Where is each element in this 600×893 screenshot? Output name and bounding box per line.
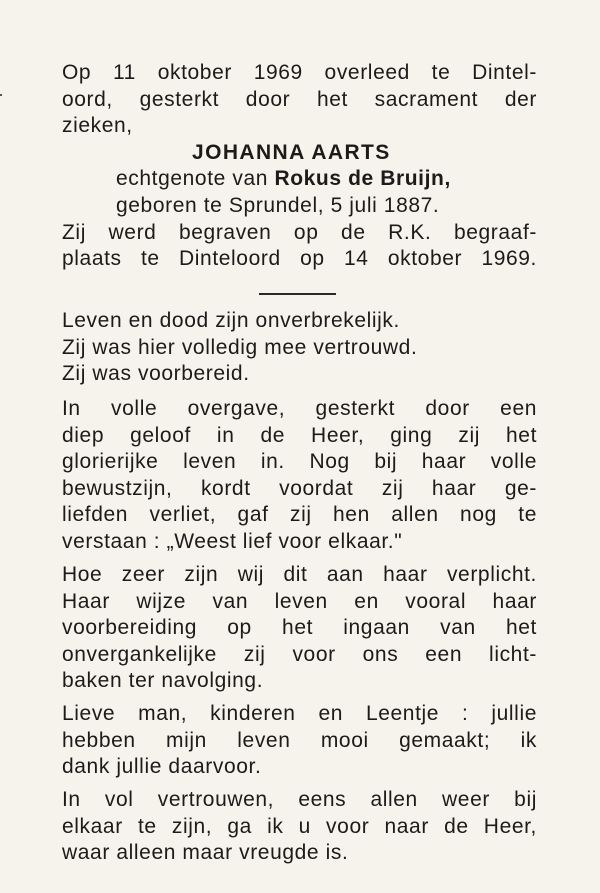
paragraph-line: liefden verliet, gaf zij hen allen nog te (62, 503, 537, 527)
paragraph-line: Haar wijze van leven en vooral haar (62, 589, 537, 613)
birth-line: geboren te Sprundel, 5 juli 1887. (116, 193, 440, 217)
paragraph-5 (62, 787, 537, 867)
burial-line: plaats te Dinteloord op 14 oktober 1969. (62, 247, 537, 271)
paragraph-line: In volle overgave, gesterkt door een (62, 397, 537, 420)
paragraph-line: Zij was voorbereid. (62, 362, 250, 386)
paragraph-line: Leven en dood zijn onverbrekelijk. (62, 309, 400, 332)
paragraph-line: waar alleen maar vreugde is. (62, 841, 349, 865)
paragraph-line: voorbereiding op het ingaan van het (62, 616, 537, 640)
paragraph-line: dank jullie daarvoor. (62, 755, 262, 779)
announcement-line: oord, gesterkt door het sacrament der (62, 87, 537, 111)
paragraph-2 (62, 396, 537, 556)
paragraph-line: verstaan : „Weest lief voor elkaar." (62, 529, 403, 553)
announcement-line: zieken, (62, 114, 133, 138)
spouse-line (62, 166, 537, 193)
paragraph-line: baken ter navolging. (62, 669, 264, 693)
edge-mark (0, 94, 2, 96)
paragraph-line: hebben mijn leven mooi gemaakt; ik (62, 728, 537, 752)
announcement-line: Op 11 oktober 1969 overleed te Dintel- (62, 61, 537, 84)
paragraph-line: Zij was hier volledig mee vertrouwd. (62, 335, 418, 359)
paragraph-1 (62, 308, 537, 388)
paragraph-3 (62, 562, 537, 695)
divider-rule (259, 293, 336, 295)
paragraph-line: bewustzijn, kordt voordat zij haar ge- (62, 476, 537, 500)
paragraph-4 (62, 701, 537, 781)
announcement-block (62, 60, 537, 273)
paragraph-line: In vol vertrouwen, eens allen weer bij (62, 788, 537, 811)
paragraph-line: elkaar te zijn, ga ik u voor naar de Heer, (62, 814, 537, 838)
spouse-prefix: echtgenote van (116, 167, 275, 191)
paragraph-line: Hoe zeer zijn wij dit aan haar verplicht. (62, 563, 537, 586)
spouse-name: Rokus de Bruijn, (274, 167, 451, 191)
paragraph-line: Lieve man, kinderen en Leentje : jullie (62, 702, 537, 725)
paragraph-line: diep geloof in de Heer, ging zij het (62, 423, 537, 447)
deceased-name: JOHANNA AARTS (192, 140, 391, 164)
burial-line: Zij werd begraven op de R.K. begraaf- (62, 220, 537, 244)
paragraph-line: glorierijke leven in. Nog bij haar volle (62, 450, 537, 474)
paragraph-line: onvergankelijke zij voor ons een licht- (62, 642, 537, 666)
